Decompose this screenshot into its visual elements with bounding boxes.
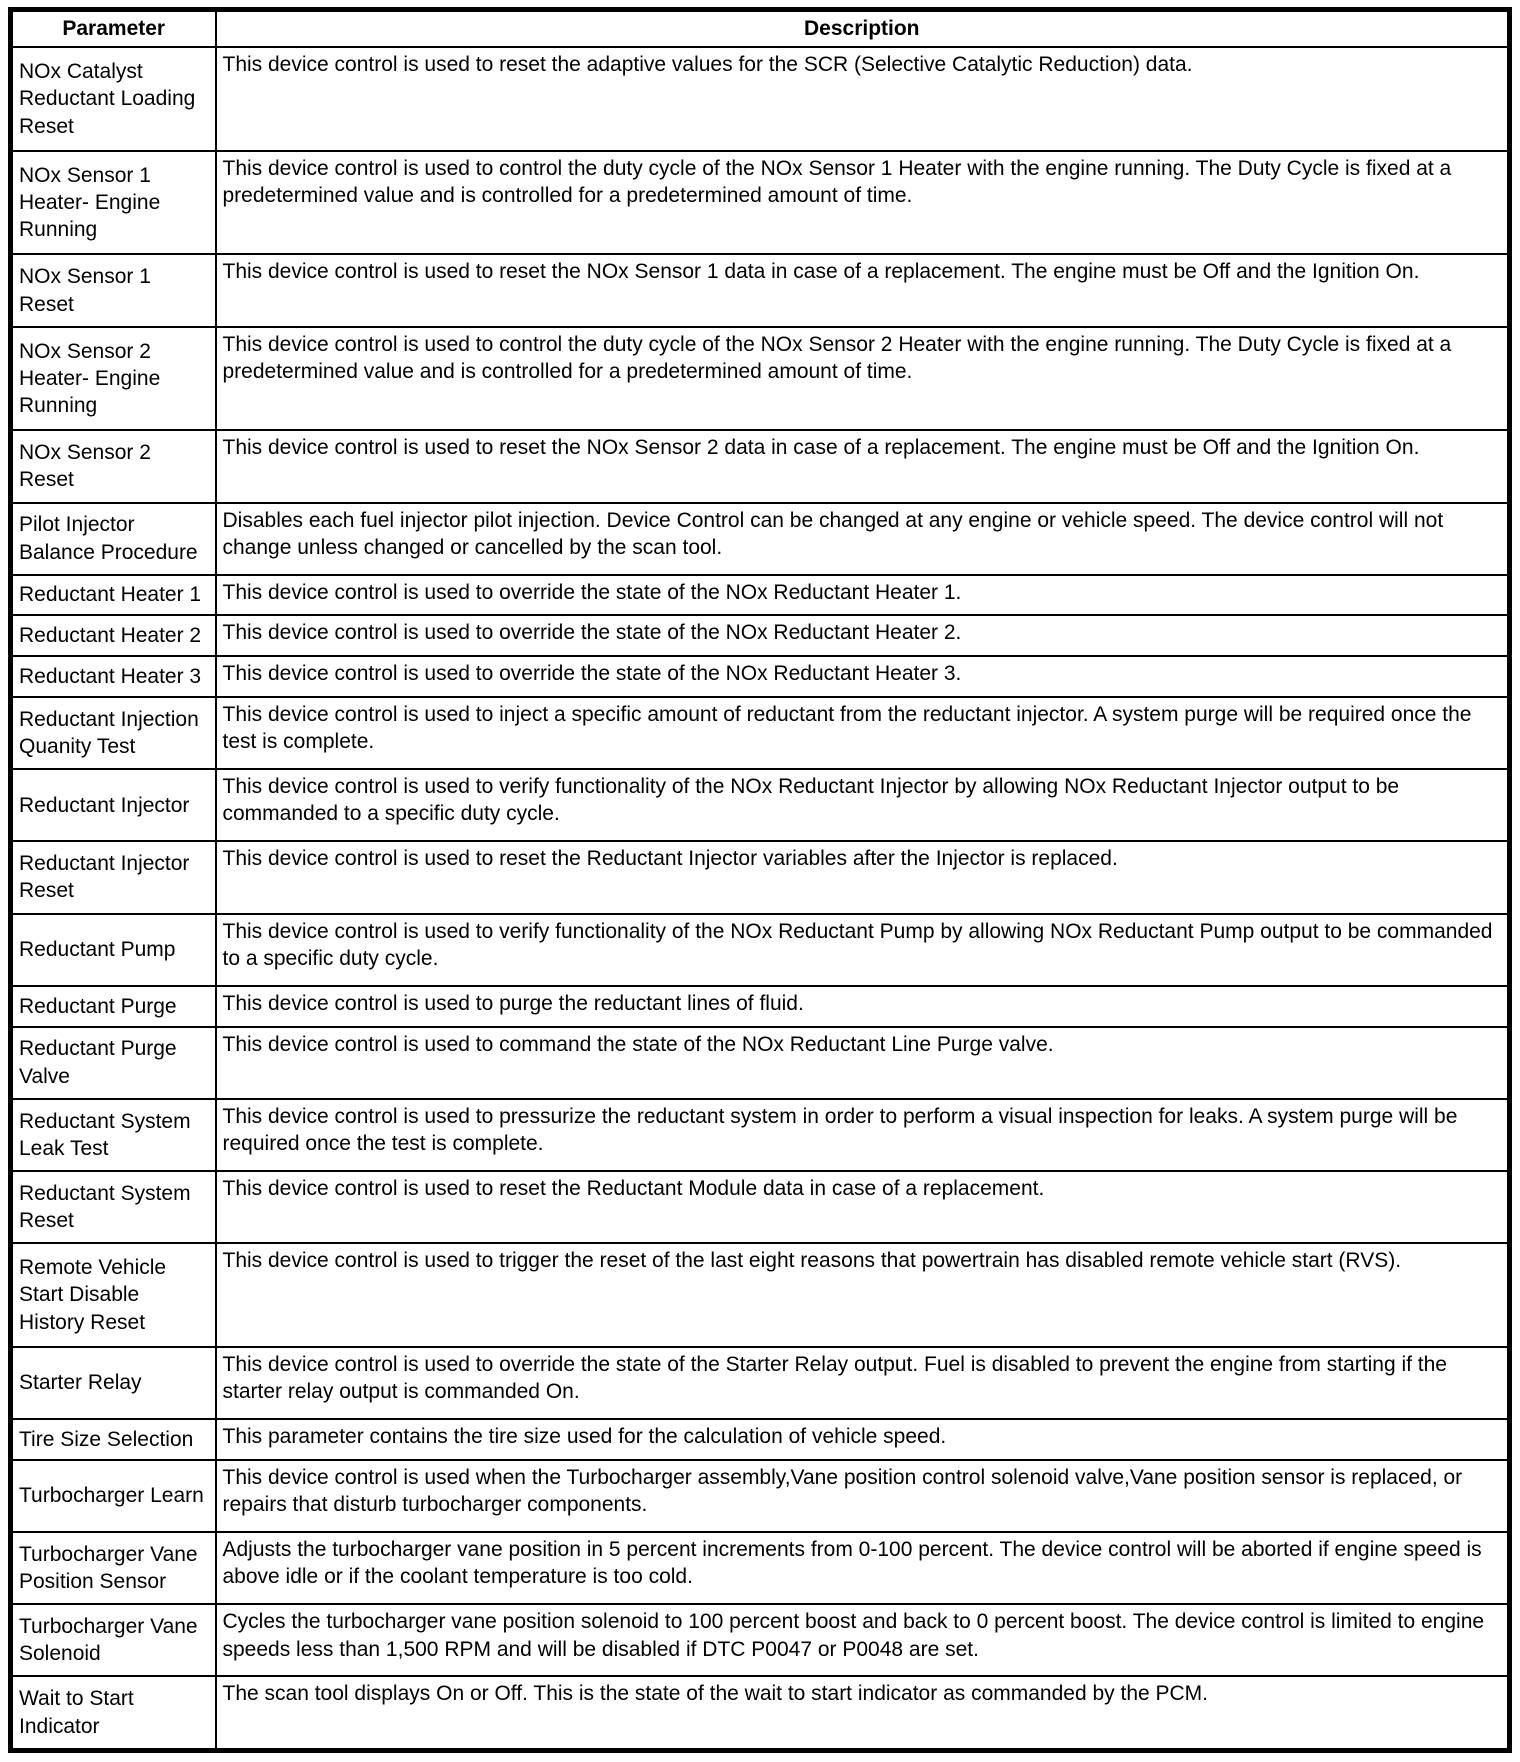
table-row	[11, 986, 1510, 1027]
table-row	[11, 1676, 1510, 1750]
header-description: Description	[216, 10, 1510, 48]
description-cell: This device control is used to reset the NOx Sensor 2 data in case of a replacement. The engine must be Off and the Ignition On.	[216, 430, 1510, 502]
parameter-cell: Reductant System Reset	[11, 1171, 216, 1243]
description-cell: This device control is used to override the state of the NOx Reductant Heater 2.	[216, 615, 1510, 656]
table-row	[11, 503, 1510, 575]
parameter-cell: NOx Catalyst Reductant Loading Reset	[11, 47, 216, 151]
description-cell: This device control is used to verify functionality of the NOx Reductant Pump by allowing NOx Reductant Pump output to be commanded to a specific duty cycle.	[216, 914, 1510, 986]
description-cell: This device control is used when the Turbocharger assembly,Vane position control solenoid valve,Vane position sensor is replaced, or repairs that disturb turbocharger components.	[216, 1460, 1510, 1532]
description-cell: This device control is used to override the state of the NOx Reductant Heater 3.	[216, 656, 1510, 697]
description-cell: Disables each fuel injector pilot injection. Device Control can be changed at any engine or vehicle speed. The device control will not change unless changed or cancelled by the scan tool.	[216, 503, 1510, 575]
table-header-row	[11, 10, 1510, 48]
table-row	[11, 1532, 1510, 1604]
header-parameter: Parameter	[11, 10, 216, 48]
parameter-cell: NOx Sensor 1 Heater- Engine Running	[11, 151, 216, 255]
parameter-cell: Wait to Start Indicator	[11, 1676, 216, 1750]
parameter-cell: Turbocharger Vane Position Sensor	[11, 1532, 216, 1604]
parameter-cell: Turbocharger Learn	[11, 1460, 216, 1532]
table-row	[11, 1604, 1510, 1676]
parameter-cell: Reductant Injector	[11, 769, 216, 841]
table-row	[11, 254, 1510, 326]
description-cell: This device control is used to override the state of the Starter Relay output. Fuel is disabled to prevent the engine from starting if the starter relay output is commanded On.	[216, 1347, 1510, 1419]
table-row	[11, 430, 1510, 502]
parameter-cell: Reductant Injector Reset	[11, 841, 216, 913]
parameter-cell: NOx Sensor 1 Reset	[11, 254, 216, 326]
description-cell: Cycles the turbocharger vane position solenoid to 100 percent boost and back to 0 percent boost. The device control is limited to engine speeds less than 1,500 RPM and will be disabled if DTC P0047 or P0048 are set.	[216, 1604, 1510, 1676]
parameter-cell: NOx Sensor 2 Reset	[11, 430, 216, 502]
description-cell: The scan tool displays On or Off. This is the state of the wait to start indicator as commanded by the PCM.	[216, 1676, 1510, 1750]
table-row	[11, 151, 1510, 255]
description-cell: This device control is used to reset the NOx Sensor 1 data in case of a replacement. The engine must be Off and the Ignition On.	[216, 254, 1510, 326]
description-cell: This device control is used to control the duty cycle of the NOx Sensor 1 Heater with the engine running. The Duty Cycle is fixed at a predetermined value and is controlled for a predetermined amount of time.	[216, 151, 1510, 255]
table-row	[11, 1099, 1510, 1171]
parameter-cell: Reductant Injection Quanity Test	[11, 697, 216, 769]
parameter-cell: Remote Vehicle Start Disable History Reset	[11, 1243, 216, 1347]
table-row	[11, 47, 1510, 151]
parameter-cell: Pilot Injector Balance Procedure	[11, 503, 216, 575]
parameter-cell: NOx Sensor 2 Heater- Engine Running	[11, 327, 216, 431]
table-row	[11, 697, 1510, 769]
description-cell: This device control is used to reset the adaptive values for the SCR (Selective Catalytic Reduction) data.	[216, 47, 1510, 151]
parameter-cell: Turbocharger Vane Solenoid	[11, 1604, 216, 1676]
table-row	[11, 1460, 1510, 1532]
description-cell: This device control is used to pressurize the reductant system in order to perform a visual inspection for leaks. A system purge will be required once the test is complete.	[216, 1099, 1510, 1171]
parameter-cell: Reductant Heater 1	[11, 575, 216, 616]
description-cell: This device control is used to trigger the reset of the last eight reasons that powertrain has disabled remote vehicle start (RVS).	[216, 1243, 1510, 1347]
description-cell: This device control is used to reset the Reductant Injector variables after the Injector is replaced.	[216, 841, 1510, 913]
description-cell: This device control is used to verify functionality of the NOx Reductant Injector by allowing NOx Reductant Injector output to be commanded to a specific duty cycle.	[216, 769, 1510, 841]
table-row	[11, 575, 1510, 616]
parameter-cell: Starter Relay	[11, 1347, 216, 1419]
description-cell: This device control is used to command the state of the NOx Reductant Line Purge valve.	[216, 1027, 1510, 1099]
parameter-cell: Reductant Pump	[11, 914, 216, 986]
table-row	[11, 1243, 1510, 1347]
description-cell: This device control is used to control the duty cycle of the NOx Sensor 2 Heater with the engine running. The Duty Cycle is fixed at a predetermined value and is controlled for a predetermined amount of time.	[216, 327, 1510, 431]
table-row	[11, 1419, 1510, 1460]
table-row	[11, 615, 1510, 656]
description-cell: This device control is used to inject a specific amount of reductant from the reductant injector. A system purge will be required once the test is complete.	[216, 697, 1510, 769]
description-cell: This parameter contains the tire size used for the calculation of vehicle speed.	[216, 1419, 1510, 1460]
table-row	[11, 1027, 1510, 1099]
parameter-cell: Reductant Heater 2	[11, 615, 216, 656]
table-row	[11, 841, 1510, 913]
table-row	[11, 327, 1510, 431]
description-cell: This device control is used to purge the reductant lines of fluid.	[216, 986, 1510, 1027]
table-row	[11, 656, 1510, 697]
parameter-cell: Reductant Heater 3	[11, 656, 216, 697]
parameter-cell: Reductant Purge Valve	[11, 1027, 216, 1099]
parameter-cell: Reductant Purge	[11, 986, 216, 1027]
parameters-table	[8, 7, 1512, 1753]
description-cell: Adjusts the turbocharger vane position in 5 percent increments from 0-100 percent. The device control will be aborted if engine speed is above idle or if the coolant temperature is too cold.	[216, 1532, 1510, 1604]
parameter-cell: Reductant System Leak Test	[11, 1099, 216, 1171]
description-cell: This device control is used to reset the Reductant Module data in case of a replacement.	[216, 1171, 1510, 1243]
table-row	[11, 1347, 1510, 1419]
table-row	[11, 1171, 1510, 1243]
description-cell: This device control is used to override the state of the NOx Reductant Heater 1.	[216, 575, 1510, 616]
table-row	[11, 769, 1510, 841]
parameter-cell: Tire Size Selection	[11, 1419, 216, 1460]
table-row	[11, 914, 1510, 986]
